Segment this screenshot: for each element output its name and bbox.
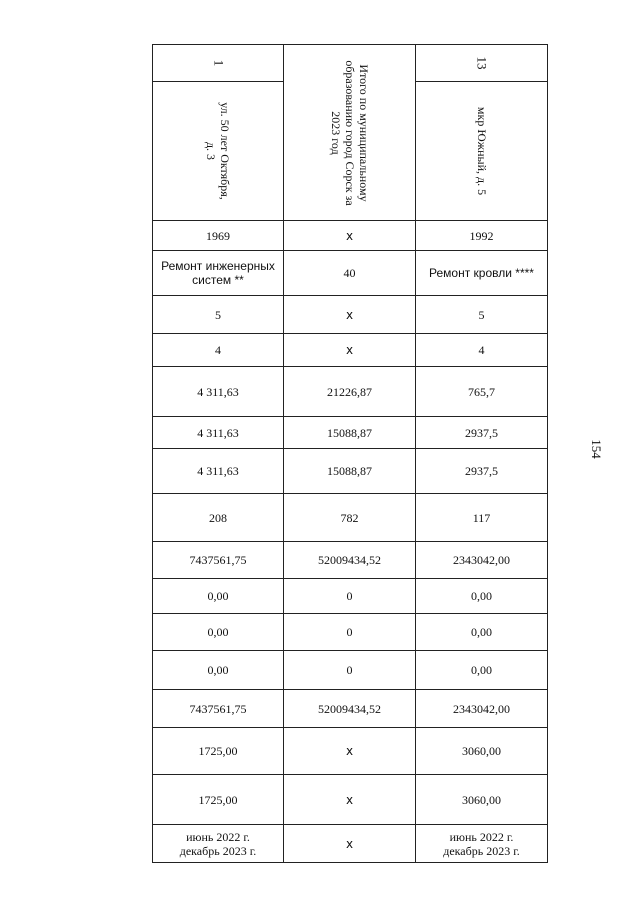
table-cell: х — [284, 334, 416, 367]
table-row — [153, 775, 548, 825]
table-cell: июнь 2022 г. декабрь 2023 г. — [416, 825, 548, 863]
table-cell: 15088,87 — [284, 417, 416, 449]
table-row — [153, 296, 548, 334]
column-title-2: Итого по муниципальному образованию город Сорск за 2023 год — [284, 45, 416, 221]
table-cell: х — [284, 775, 416, 825]
table-cell: 3060,00 — [416, 728, 548, 775]
table-cell: х — [284, 728, 416, 775]
table-cell: 5 — [153, 296, 284, 334]
table-cell: 2343042,00 — [416, 542, 548, 579]
table-cell: 7437561,75 — [153, 542, 284, 579]
table-row — [153, 579, 548, 614]
table-cell: 0,00 — [416, 579, 548, 614]
table-cell: 0 — [284, 651, 416, 690]
table-cell: 0,00 — [416, 651, 548, 690]
table-cell: 0,00 — [153, 579, 284, 614]
table-cell: 0,00 — [153, 651, 284, 690]
table-cell: Ремонт инженерных систем ** — [153, 251, 284, 296]
table-cell: 0 — [284, 614, 416, 651]
table-cell: 117 — [416, 494, 548, 542]
table-cell: 5 — [416, 296, 548, 334]
table-cell: 4 311,63 — [153, 417, 284, 449]
column-number-row — [153, 45, 548, 82]
table-cell: 2937,5 — [416, 417, 548, 449]
column-title-3: мкр Южный, д. 5 — [416, 82, 548, 221]
table-cell: июнь 2022 г. декабрь 2023 г. — [153, 825, 284, 863]
table-cell: 1725,00 — [153, 728, 284, 775]
table-cell: 1725,00 — [153, 775, 284, 825]
table-row — [153, 449, 548, 494]
table-cell: 7437561,75 — [153, 690, 284, 728]
table-cell: 2343042,00 — [416, 690, 548, 728]
table-cell: 765,7 — [416, 367, 548, 417]
column-number-13: 13 — [416, 45, 548, 82]
column-title-1: ул. 50 лет Октября, д. 3 — [153, 82, 284, 221]
table-cell: 4 311,63 — [153, 367, 284, 417]
table-cell: 4 — [416, 334, 548, 367]
table-row — [153, 728, 548, 775]
table-cell: х — [284, 296, 416, 334]
table-cell: 52009434,52 — [284, 542, 416, 579]
table-row — [153, 614, 548, 651]
table-cell: 0 — [284, 579, 416, 614]
table-row — [153, 542, 548, 579]
table-cell: 52009434,52 — [284, 690, 416, 728]
table-row — [153, 494, 548, 542]
table-cell: 0,00 — [416, 614, 548, 651]
table-cell: 21226,87 — [284, 367, 416, 417]
table-cell: х — [284, 825, 416, 863]
table-row — [153, 825, 548, 863]
column-number-1: 1 — [153, 45, 284, 82]
table-cell: 15088,87 — [284, 449, 416, 494]
table-row — [153, 651, 548, 690]
table-cell: 782 — [284, 494, 416, 542]
table-row — [153, 690, 548, 728]
table-row — [153, 367, 548, 417]
table-cell: 3060,00 — [416, 775, 548, 825]
table-cell: х — [284, 221, 416, 251]
table-row — [153, 417, 548, 449]
table-cell: 1992 — [416, 221, 548, 251]
table-cell: 40 — [284, 251, 416, 296]
table-cell: 2937,5 — [416, 449, 548, 494]
table-cell: 208 — [153, 494, 284, 542]
page-number: 154 — [588, 439, 604, 459]
table-cell: Ремонт кровли **** — [416, 251, 548, 296]
table-cell: 4 311,63 — [153, 449, 284, 494]
table-row — [153, 334, 548, 367]
table-cell: 4 — [153, 334, 284, 367]
table-row — [153, 251, 548, 296]
table-cell: 1969 — [153, 221, 284, 251]
data-table — [152, 44, 548, 863]
table-row — [153, 221, 548, 251]
table-cell: 0,00 — [153, 614, 284, 651]
